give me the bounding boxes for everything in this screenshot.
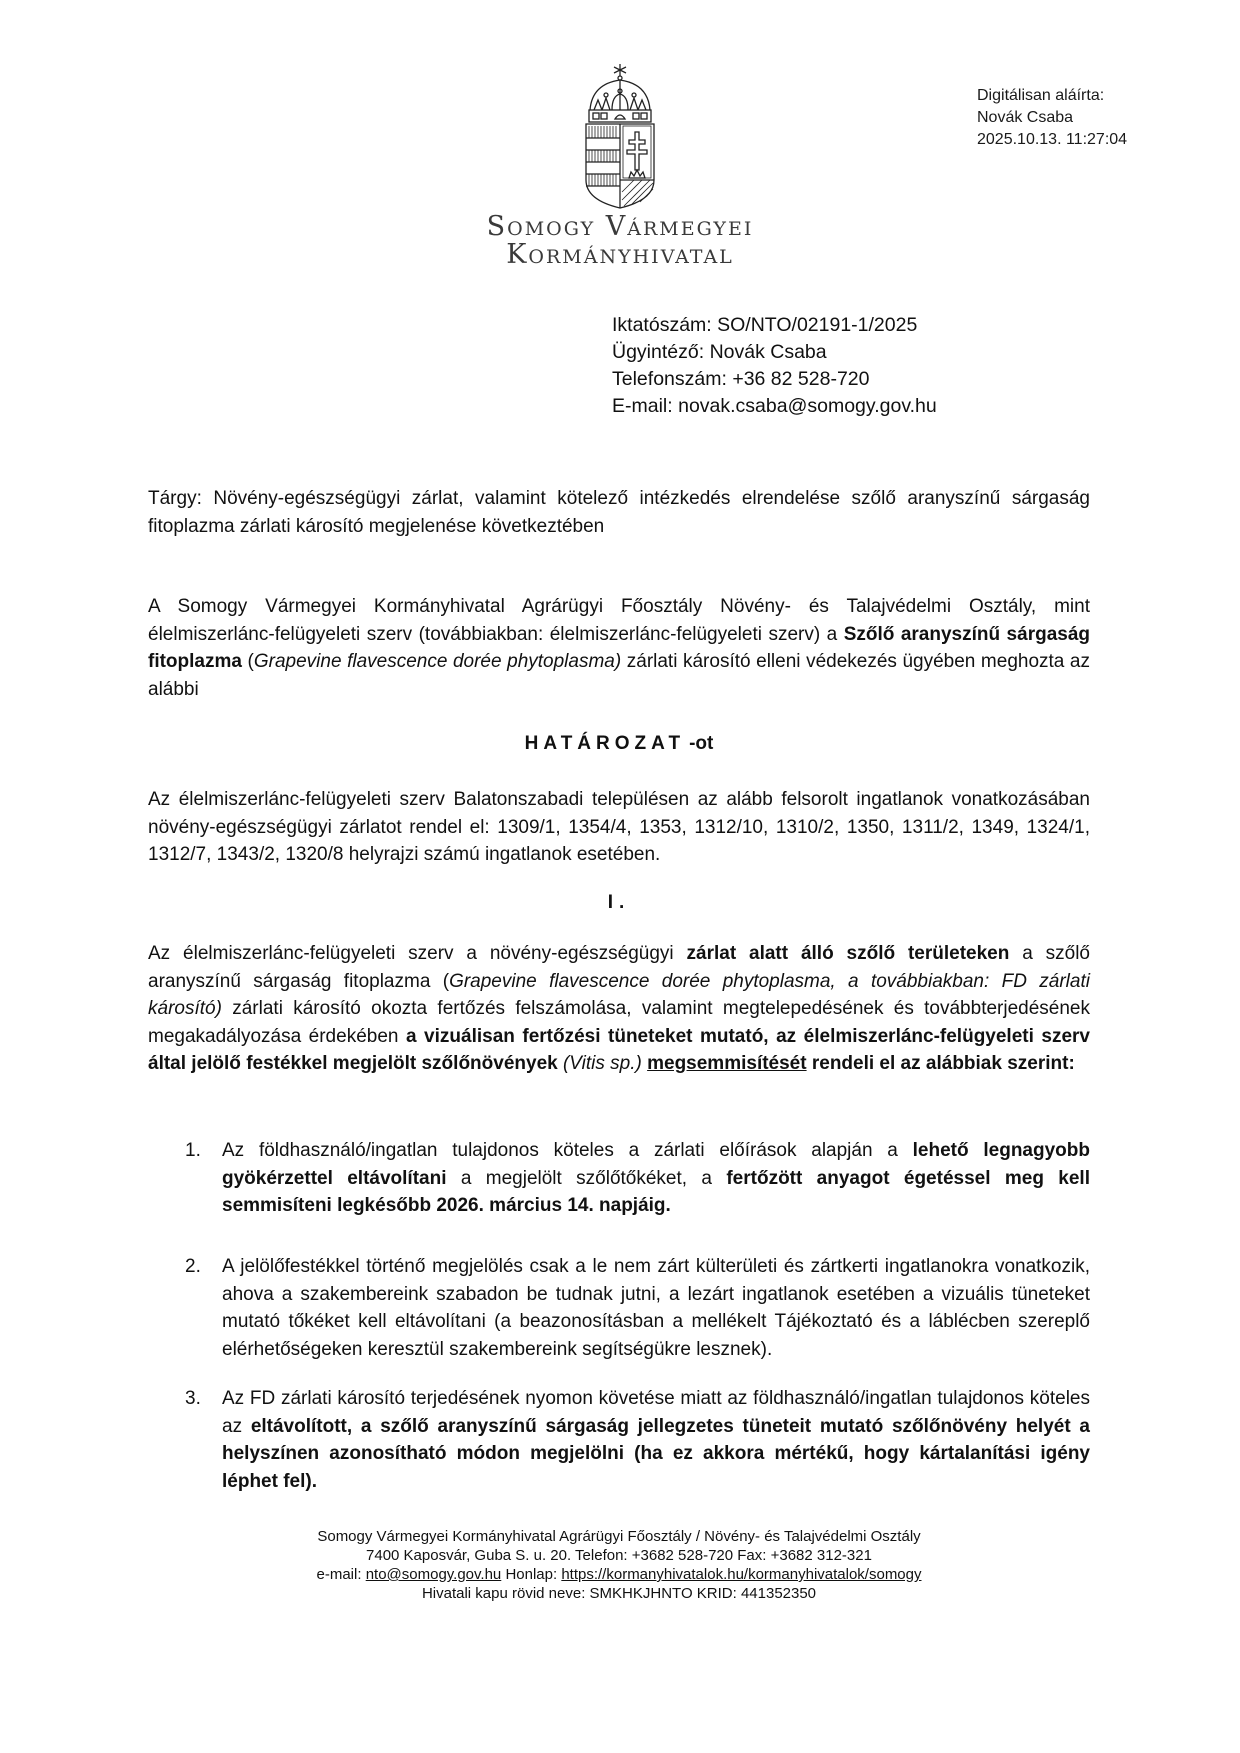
intro-text-1: A Somogy Vármegyei Kormányhivatal Agrárügyi Főosztály Növény- és Talajvédelmi Osztály, mint élelmiszerlánc-felügyeleti szerv (továbbiakban: élelmiszerlánc-felügyeleti szerv) a	[148, 596, 1090, 645]
footer-line1: Somogy Vármegyei Kormányhivatal Agrárügyi Főosztály / Növény- és Talajvédelmi Osztály	[317, 1528, 921, 1545]
order-underlined: megsemmisítését	[647, 1053, 807, 1074]
order-italic-2: (Vitis sp.)	[562, 1053, 642, 1074]
signature-label: Digitálisan aláírta:	[977, 87, 1105, 104]
footer-web-label: Honlap:	[505, 1566, 558, 1583]
list-item-text	[222, 1253, 1090, 1363]
decision-title-main: HATÁROZAT	[524, 733, 686, 754]
ugyintezo-row	[612, 339, 937, 366]
institution-name	[420, 213, 820, 269]
item1-text-1: Az földhasználó/ingatlan tulajdonos köteles a zárlati előírások alapján a	[222, 1140, 913, 1161]
institution-name-line1: Somogy Vármegyei	[486, 211, 754, 242]
iktatoszam-row	[612, 312, 937, 339]
list-item	[148, 1253, 1090, 1363]
decision-title-suffix: -ot	[689, 733, 714, 754]
signature-name: Novák Csaba	[977, 109, 1074, 126]
intro-text-3: zárlati károsító elleni védekezés ügyében meghozta az alábbi	[148, 651, 1091, 700]
decision-title	[148, 733, 1090, 755]
subject-text: Növény-egészségügyi zárlat, valamint kötelező intézkedés elrendelése szőlő aranyszínű sárgaság fitoplazma zárlati károsító megjelenése következtében	[148, 488, 1090, 537]
page-footer	[148, 1527, 1090, 1603]
footer-line4: Hivatali kapu rövid neve: SMKHKJHNTO KRID: 441352350	[421, 1585, 817, 1602]
order-bold-2: a vizuálisan fertőzési tüneteket mutató, az élelmiszerlánc-felügyeleti szerv által jelölő festékkel megjelölt szőlőnövények	[148, 1025, 1090, 1074]
list-item	[148, 1137, 1090, 1220]
section-numeral: I.	[607, 892, 631, 913]
item3-text-1: Az FD zárlati károsító terjedésének nyomon követése miatt az földhasználó/ingatlan tulajdonos köteles az	[222, 1388, 1090, 1437]
order-italic-1: Grapevine flavescence dorée phytoplasma, a továbbiakban: FD zárlati károsító)	[148, 970, 1090, 1019]
list-item-number: 2.	[185, 1256, 201, 1277]
footer-line3	[148, 1565, 1090, 1584]
email-label: E-mail:	[612, 395, 673, 417]
list-item-text	[222, 1385, 1090, 1495]
footer-web-link[interactable]: https://kormanyhivatalok.hu/kormanyhivatalok/somogy	[561, 1566, 922, 1583]
ugyintezo-label: Ügyintéző:	[612, 341, 705, 363]
digital-signature	[977, 85, 1127, 151]
order-text-2: a szőlő aranyszínű sárgaság fitoplazma (	[148, 943, 1090, 992]
ugyintezo-value: Novák Csaba	[709, 341, 827, 363]
intro-bold-pathogen: Szőlő aranyszínű sárgaság fitoplazma	[148, 623, 1090, 672]
quarantine-paragraph	[148, 786, 1090, 869]
intro-paragraph	[148, 593, 1090, 703]
item2-text-1: A jelölőfestékkel történő megjelölés csak a le nem zárt külterületi és zártkerti ingatlanokra vonatkozik, ahova a szakembereink szabadon be tudnak jutni, a lezárt ingatlanok esetében a vizuális tüneteket mutató tőkéket kell eltávolítani (a beazonosításban a mellékelt Tájékoztató és a láblécben szereplő elérhetőségeken keresztül szakembereink segítségükre lesznek).	[222, 1256, 1090, 1360]
quarantine-text: Az élelmiszerlánc-felügyeleti szerv Balatonszabadi településen az alább felsorolt ingatlanok vonatkozásában növény-egészségügyi zárlatot rendel el: 1309/1, 1354/4, 1353, 1312/10, 1310/2, 1350, 1311/2, 1349, 1324/1, 1312/7, 1343/2, 1320/8 helyrajzi számú ingatlanok esetében.	[148, 789, 1090, 865]
signature-datetime: 2025.10.13. 11:27:04	[977, 131, 1128, 148]
list-item-number: 3.	[185, 1388, 201, 1409]
iktatoszam-label: Iktatószám:	[612, 314, 712, 336]
reference-block	[612, 312, 937, 420]
intro-text-2: (	[241, 651, 254, 672]
order-paragraph	[148, 940, 1090, 1078]
subject	[148, 485, 1090, 540]
iktatoszam-value: SO/NTO/02191-1/2025	[717, 314, 918, 336]
telefon-label: Telefonszám:	[612, 368, 727, 390]
email-value[interactable]: novak.csaba@somogy.gov.hu	[678, 395, 937, 417]
order-bold-3: rendeli el az alábbiak szerint:	[806, 1053, 1075, 1074]
footer-email-link[interactable]: nto@somogy.gov.hu	[365, 1566, 502, 1583]
footer-line2: 7400 Kaposvár, Guba S. u. 20. Telefon: +3682 528-720 Fax: +3682 312-321	[366, 1547, 872, 1564]
order-bold-1: zárlat alatt álló szőlő területeken	[686, 943, 1010, 964]
institution-name-line2: Kormányhivatal	[506, 239, 734, 270]
item3-bold-1: eltávolított, a szőlő aranyszínű sárgaság jellegzetes tüneteit mutató szőlőnövény helyét a helyszínen azonosítható módon megjelölni (ha ez akkora mértékű, hogy kártalanítási igény léphet fel).	[222, 1415, 1090, 1492]
subject-label: Tárgy:	[148, 488, 202, 509]
item1-bold-2: fertőzött anyagot égetéssel meg kell semmisíteni legkésőbb 2026. március 14. napjáig.	[222, 1167, 1090, 1216]
order-text-3: zárlati károsító okozta fertőzés felszámolása, valamint megtelepedésének és továbbterjedésének megakadályozása érdekében	[148, 998, 1090, 1047]
order-text-1: Az élelmiszerlánc-felügyeleti szerv a növény-egészségügyi	[148, 943, 687, 964]
intro-latin-name: Grapevine flavescence dorée phytoplasma)	[253, 651, 622, 672]
list-item	[148, 1385, 1090, 1495]
item1-text-2: a megjelölt szőlőtőkéket, a	[446, 1167, 727, 1189]
telefon-value: +36 82 528-720	[732, 368, 870, 390]
email-row	[612, 393, 937, 420]
footer-email-label: e-mail:	[316, 1566, 362, 1583]
item1-bold-1: lehető legnagyobb gyökérzettel eltávolítani	[222, 1140, 1090, 1189]
list-item-text	[222, 1137, 1090, 1220]
telefon-row	[612, 366, 937, 393]
list-item-number: 1.	[185, 1140, 201, 1161]
hungarian-coat-of-arms-icon	[580, 62, 660, 210]
